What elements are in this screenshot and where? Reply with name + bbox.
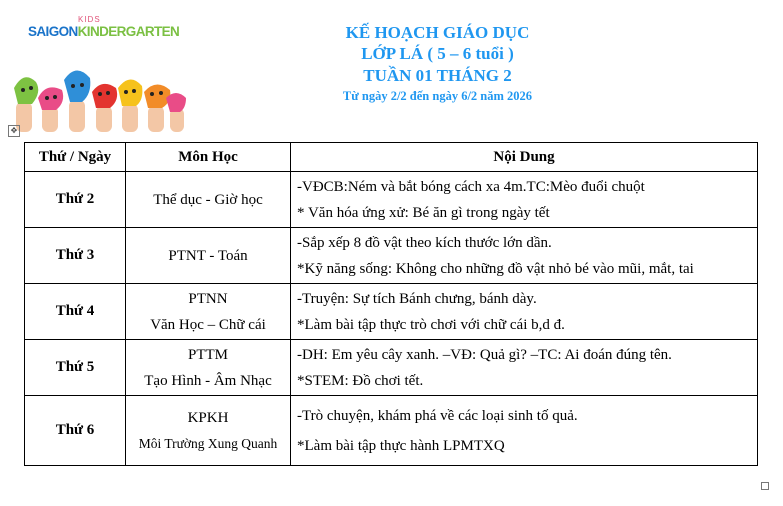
subject-line: PTNT - Toán <box>168 247 248 264</box>
plan-title: KẾ HOẠCH GIÁO DỤC <box>345 23 530 42</box>
day-cell[interactable]: Thứ 4 <box>25 284 126 340</box>
content-line: *Làm bài tập thực hành LPMTXQ <box>297 437 505 454</box>
header-subject: Môn Học <box>126 143 291 172</box>
subject-line: PTTM <box>187 346 228 363</box>
resize-handle-icon[interactable] <box>761 482 769 490</box>
subject-cell[interactable] <box>126 228 291 284</box>
move-handle-icon[interactable]: ✥ <box>8 125 20 137</box>
logo-kids-text: KIDS <box>78 15 101 24</box>
week-title: TUẦN 01 THÁNG 2 <box>363 66 512 85</box>
day-cell[interactable]: Thứ 2 <box>25 172 126 228</box>
content-line: -Truyện: Sự tích Bánh chưng, bánh dày. <box>297 290 537 307</box>
content-cell[interactable] <box>291 340 758 396</box>
table-row <box>25 284 758 340</box>
logo-brand: SAIGONKINDERGARTEN <box>28 24 180 39</box>
content-line: -Sắp xếp 8 đồ vật theo kích thước lớn dần. <box>297 234 552 251</box>
table-row <box>25 396 758 466</box>
content-line: *STEM: Đồ chơi tết. <box>297 372 424 389</box>
content-cell[interactable] <box>291 396 758 466</box>
content-line: -DH: Em yêu cây xanh. –VĐ: Quả gì? –TC: Ai đoán đúng tên. <box>297 346 672 363</box>
table-row <box>25 340 758 396</box>
content-line: -Trò chuyện, khám phá về các loại sinh tố quả. <box>297 407 578 424</box>
day-cell[interactable]: Thứ 6 <box>25 396 126 466</box>
subject-cell[interactable] <box>126 284 291 340</box>
table-row <box>25 228 758 284</box>
date-range: Từ ngày 2/2 đến ngày 6/2 năm 2026 <box>342 89 533 103</box>
school-logo <box>26 14 180 54</box>
header-content: Nội Dung <box>291 143 758 172</box>
subject-line: KPKH <box>187 409 229 426</box>
document-header <box>260 22 615 105</box>
content-line: *Làm bài tập thực trò chơi với chữ cái b,d đ. <box>297 316 565 333</box>
table-row <box>25 172 758 228</box>
colorful-hands-image <box>14 62 186 132</box>
header-day: Thứ / Ngày <box>25 143 126 172</box>
subject-line: Văn Học – Chữ cái <box>150 316 266 333</box>
subject-cell[interactable] <box>126 340 291 396</box>
content-cell[interactable] <box>291 228 758 284</box>
day-cell[interactable]: Thứ 5 <box>25 340 126 396</box>
day-cell[interactable]: Thứ 3 <box>25 228 126 284</box>
subject-cell[interactable] <box>126 396 291 466</box>
content-line: * Văn hóa ứng xử: Bé ăn gì trong ngày tết <box>297 204 550 221</box>
content-line: -VĐCB:Ném và bắt bóng cách xa 4m.TC:Mèo đuổi chuột <box>297 178 645 195</box>
content-cell[interactable] <box>291 172 758 228</box>
table-header-row <box>25 143 758 172</box>
subject-cell[interactable] <box>126 172 291 228</box>
content-cell[interactable] <box>291 284 758 340</box>
content-line: *Kỹ năng sống: Không cho những đồ vật nhỏ bé vào mũi, mắt, tai <box>297 260 694 277</box>
subject-line: Tạo Hình - Âm Nhạc <box>144 372 272 389</box>
subject-line: Thể dục - Giờ học <box>153 191 263 208</box>
lesson-plan-table <box>24 142 758 466</box>
class-title: LỚP LÁ ( 5 – 6 tuổi ) <box>361 44 514 63</box>
subject-line: PTNN <box>188 290 228 307</box>
subject-line: Môi Trường Xung Quanh <box>138 435 278 451</box>
